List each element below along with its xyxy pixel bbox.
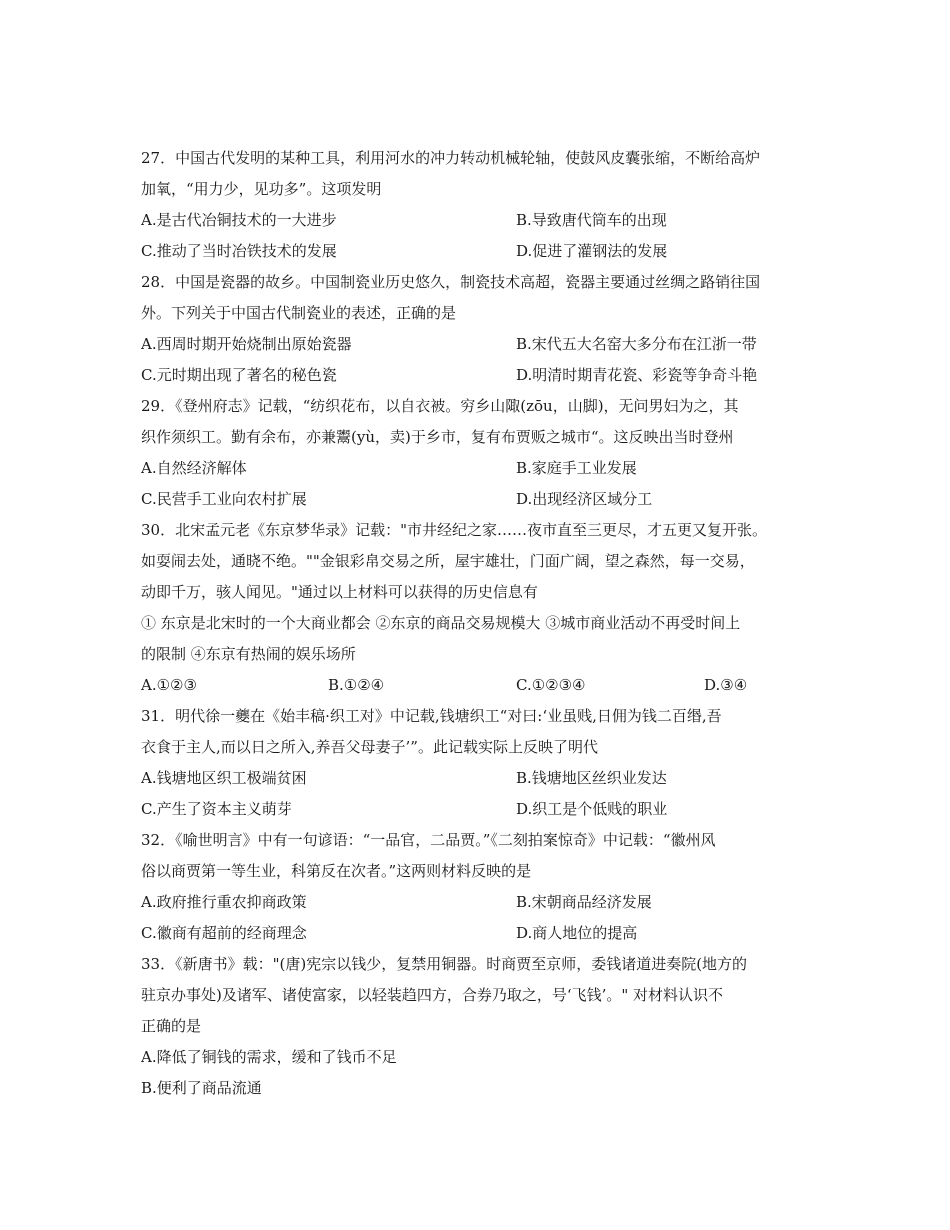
question-stem-line: 33．《新唐书》载："(唐)宪宗以钱少，复禁用铜器。时商贾至京师，委钱诸道进奏院(地方的	[141, 955, 748, 973]
option-row	[141, 763, 813, 794]
question-stem-line: 正确的是	[141, 1017, 202, 1035]
option-a: A.①②③	[141, 676, 197, 694]
question-27	[141, 143, 813, 267]
option-a: A.西周时期开始烧制出原始瓷器	[141, 335, 352, 353]
question-stem-line: 衣食于主人,而以日之所入,养吾父母妻子’”。此记载实际上反映了明代	[141, 738, 598, 756]
option-row	[141, 360, 813, 391]
option-d: D.促进了灌钢法的发展	[516, 242, 668, 260]
question-list	[141, 143, 813, 1104]
question-30	[141, 515, 813, 701]
option-a: A.自然经济解体	[141, 459, 247, 477]
option-c: C.①②③④	[516, 676, 586, 694]
question-stem-line: 32．《喻世明言》中有一句谚语：“一品官，二品贾。”《二刻拍案惊奇》中记载：“徽州风	[141, 831, 716, 849]
question-stem-line: ① 东京是北宋时的一个大商业都会 ②东京的商品交易规模大 ③城市商业活动不再受时间上	[141, 614, 741, 632]
option-row	[141, 453, 813, 484]
option-row	[141, 236, 813, 267]
question-stem-line: 外。下列关于中国古代制瓷业的表述，正确的是	[141, 304, 457, 322]
option-c: C.产生了资本主义萌芽	[141, 800, 292, 818]
question-stem-line: 织作须织工。勤有余布，亦兼鬻(yù，卖)于乡市，复有布贾贩之城市“。这反映出当时登州	[141, 428, 734, 446]
question-28	[141, 267, 813, 391]
option-c: C.推动了当时冶铁技术的发展	[141, 242, 337, 260]
question-stem-line: 如耍闹去处，通晓不绝。""金银彩帛交易之所，屋宇雄壮，门面广阔，望之森然，每一交易，	[141, 552, 755, 570]
option-a: A.政府推行重农抑商政策	[141, 893, 307, 911]
option-d: D.商人地位的提高	[516, 924, 638, 942]
option-b: B.家庭手工业发展	[516, 459, 637, 477]
option-row	[141, 205, 813, 236]
option-b: B.钱塘地区丝织业发达	[516, 769, 667, 787]
option-b: B.便利了商品流通	[141, 1079, 262, 1097]
option-c: C.元时期出现了著名的秘色瓷	[141, 366, 337, 384]
option-row	[141, 918, 813, 949]
option-d: D.织工是个低贱的职业	[516, 800, 668, 818]
question-stem-line: 29．《登州府志》记载，“纺织花布，以自衣被。穷乡山陬(zōu，山脚)，无问男妇为之，其	[141, 397, 739, 415]
question-stem-line: 俗以商贾第一等生业，科第反在次者。”这两则材料反映的是	[141, 862, 532, 880]
question-31	[141, 701, 813, 825]
option-row	[141, 484, 813, 515]
question-stem-line: 27．中国古代发明的某种工具，利用河水的冲力转动机械轮轴，使鼓风皮囊张缩，不断给高炉	[141, 149, 761, 167]
option-a: A.是古代冶铜技术的一大进步	[141, 211, 337, 229]
option-b: B.①②④	[328, 676, 385, 694]
question-stem-line: 驻京办事处)及诸军、诸使富家，以轻装趋四方，合券乃取之，号‘飞钱’。" 对材料认识不	[141, 986, 724, 1004]
option-row	[141, 887, 813, 918]
option-d: D.出现经济区域分工	[516, 490, 653, 508]
question-stem-line: 28．中国是瓷器的故乡。中国制瓷业历史悠久，制瓷技术高超，瓷器主要通过丝绸之路销往国	[141, 273, 761, 291]
option-b: B.宋代五大名窑大多分布在江浙一带	[516, 335, 757, 353]
question-33	[141, 949, 813, 1104]
option-a: A.钱塘地区织工极端贫困	[141, 769, 307, 787]
question-stem-line: 动即千万，骇人闻见。"通过以上材料可以获得的历史信息有	[141, 583, 538, 601]
option-d: D.明清时期青花瓷、彩瓷等争奇斗艳	[516, 366, 758, 384]
question-stem-line: 加氧，“用力少，见功多”。这项发明	[141, 180, 382, 198]
question-29	[141, 391, 813, 515]
option-a: A.降低了铜钱的需求，缓和了钱币不足	[141, 1048, 397, 1066]
option-b: B.导致唐代筒车的出现	[516, 211, 667, 229]
option-row	[141, 670, 813, 701]
question-stem-line: 30．北宋孟元老《东京梦华录》记载："市井经纪之家……夜市直至三更尽，才五更又复开张。	[141, 521, 767, 539]
option-row	[141, 794, 813, 825]
question-stem-line: 31．明代徐一夔在《始丰稿·织工对》中记载,钱塘织工“对曰:‘业虽贱,日佣为钱二百缗,吾	[141, 707, 722, 725]
option-b: B.宋朝商品经济发展	[516, 893, 652, 911]
question-32	[141, 825, 813, 949]
option-c: C.徽商有超前的经商理念	[141, 924, 307, 942]
option-row	[141, 329, 813, 360]
question-stem-line: 的限制 ④东京有热闹的娱乐场所	[141, 645, 356, 663]
option-c: C.民营手工业向农村扩展	[141, 490, 307, 508]
option-d: D.③④	[704, 676, 748, 694]
